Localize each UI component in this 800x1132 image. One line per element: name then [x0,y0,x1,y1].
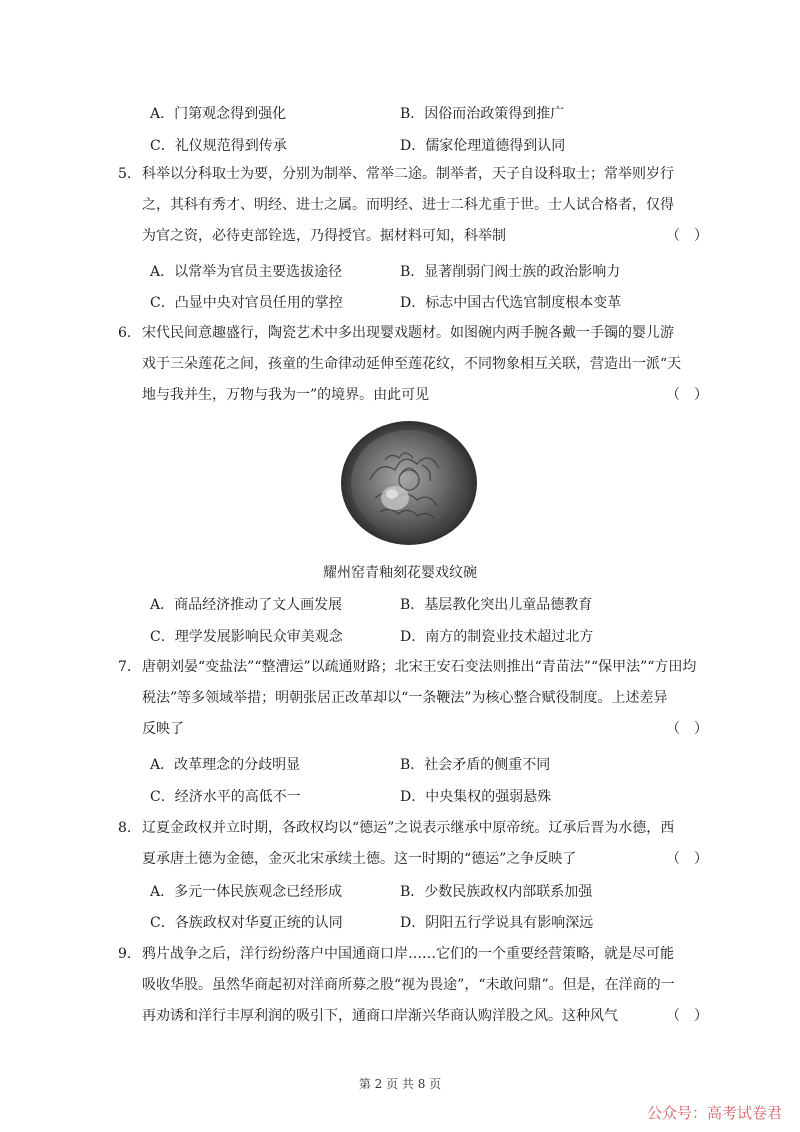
q4-options-row-1 [150,104,710,124]
q5-options [150,262,710,282]
q5-option-c: C．凸显中央对官员任用的掌控 [150,295,343,311]
q5-stem-line-2: 之，其科有秀才、明经、进士之属。而明经、进士二科尤重于世。士人试合格者，仅得 [142,197,674,213]
q8-option-d: D．阴阳五行学说具有影响深远 [400,915,594,931]
q7-option-d: D．中央集权的强弱悬殊 [400,789,552,805]
q7-stem-line-2: 税法”等多领域举措；明朝张居正改革却以“一条鞭法”为核心整合赋役制度。上述差异 [142,690,668,706]
q5-number: 5. [118,166,132,182]
q6-number: 6. [118,325,132,341]
q8-options [150,882,710,902]
question-9 [118,939,708,1032]
q6-options [150,595,710,615]
q7-answer-paren: （ ） [666,721,708,737]
q7-options-2 [150,787,710,807]
celadon-bowl-image [340,420,478,546]
q5-stem-line-1: 科举以分科取士为要，分别为制举、常举二途。制举者，天子自设科取士；常举则岁行 [142,166,674,182]
q6-stem-line-3: 地与我并生，万物与我为一”的境界。由此可见 [142,387,430,403]
q9-stem-line-2: 吸收华股。虽然华商起初对洋商所募之股“视为畏途”，“未敢问鼎”。但是，在洋商的一 [142,977,675,993]
q6-option-d: D．南方的制瓷业技术超过北方 [400,629,594,645]
q6-stem-line-1: 宋代民间意趣盛行，陶瓷艺术中多出现婴戏题材。如图碗内两手腕各戴一手镯的婴儿游 [142,325,674,341]
q5-stem-line-3: 为官之资，必待吏部铨选，乃得授官。据材料可知，科举制 [142,228,506,244]
q8-number: 8. [118,820,132,836]
q4-option-d: D．儒家伦理道德得到认同 [400,138,566,154]
page-footer: 第 2 页 共 8 页 [358,1077,442,1091]
q8-stem-line-1: 辽夏金政权并立时期，各政权均以“德运”之说表示继承中原帝统。辽承后晋为水德，西 [142,820,675,836]
q4-option-b: B．因俗而治政策得到推广 [400,106,565,122]
q7-option-b: B．社会矛盾的侧重不同 [400,757,551,773]
q8-option-c: C．各族政权对华夏正统的认同 [150,915,343,931]
bowl-caption: 耀州窑青釉刻花婴戏纹碗 [323,565,477,581]
q8-stem-line-2: 夏承唐土德为金德，金灭北宋承续土德。这一时期的“德运”之争反映了 [142,851,577,867]
q9-answer-paren: （ ） [666,1008,708,1024]
q5-answer-paren: （ ） [666,228,708,244]
question-8 [118,813,708,875]
q7-option-c: C．经济水平的高低不一 [150,789,301,805]
q8-answer-paren: （ ） [666,851,708,867]
q5-option-b: B．显著削弱门阀士族的政治影响力 [400,264,621,280]
q7-options [150,755,710,775]
bowl-illustration [340,420,478,546]
q4-option-a: A．门第观念得到强化 [150,106,287,122]
q7-number: 7. [118,659,132,675]
question-5 [118,159,708,252]
question-6 [118,318,708,411]
q6-option-b: B．基层教化突出儿童品德教育 [400,597,593,613]
q7-option-a: A．改革理念的分歧明显 [150,757,301,773]
q9-stem-line-3: 再劝诱和洋行丰厚利润的吸引下，通商口岸渐兴华商认购洋股之风。这种风气 [142,1008,618,1024]
q7-stem-line-1: 唐朝刘晏“变盐法”“整漕运”以疏通财路；北宋王安石变法则推出“青苗法”“保甲法”“方田均 [142,659,697,675]
q5-option-a: A．以常举为官员主要选拔途径 [150,264,343,280]
q7-stem-line-3: 反映了 [142,721,184,737]
q6-option-c: C．理学发展影响民众审美观念 [150,629,343,645]
q8-option-b: B．少数民族政权内部联系加强 [400,884,593,900]
q6-option-a: A．商品经济推动了文人画发展 [150,597,343,613]
q4-option-c: C．礼仪规范得到传承 [150,138,287,154]
q6-stem-line-2: 戏于三朵莲花之间，孩童的生命律动延伸至莲花纹，不同物象相互关联，营造出一派“天 [142,356,682,372]
q4-options-row-2 [150,136,710,156]
q5-options-2 [150,293,710,313]
q6-options-2 [150,627,710,647]
q5-option-d: D．标志中国古代选官制度根本变革 [400,295,622,311]
q9-number: 9. [118,946,132,962]
q8-option-a: A．多元一体民族观念已经形成 [150,884,343,900]
q8-options-2 [150,913,710,933]
question-7 [118,652,708,745]
q4-options-2 [150,136,710,156]
q9-stem-line-1: 鸦片战争之后，洋行纷纷落户中国通商口岸……它们的一个重要经营策略，就是尽可能 [142,946,674,962]
q6-answer-paren: （ ） [666,387,708,403]
q4-options [150,104,710,124]
watermark: 公众号：高考试卷君 [646,1104,782,1122]
